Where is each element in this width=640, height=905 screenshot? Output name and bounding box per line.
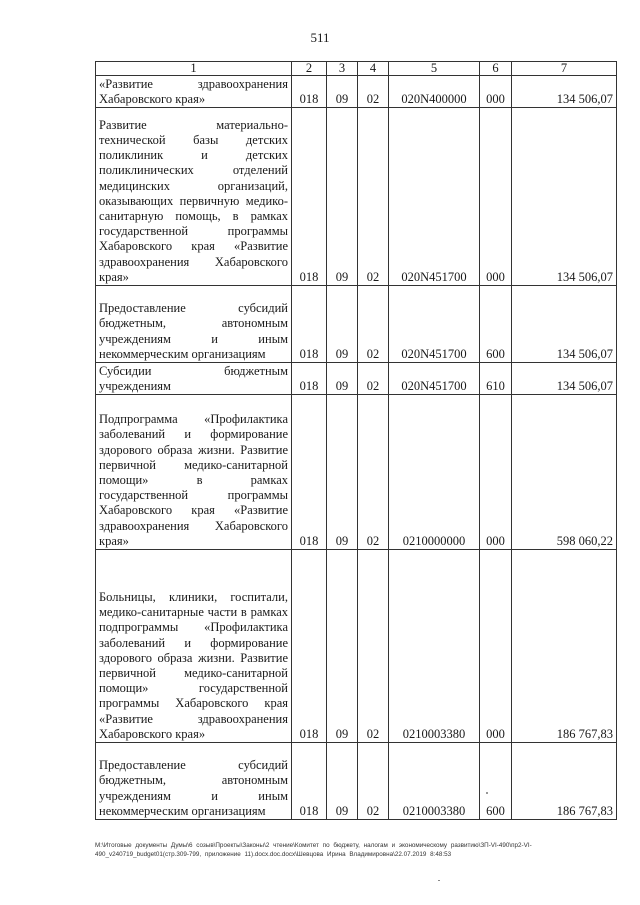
row-code-3: 09 (327, 286, 358, 363)
table-row (96, 76, 617, 108)
page-number: 511 (310, 30, 330, 45)
row-amount: 186 767,83 (512, 743, 617, 820)
column-header-4: 4 (358, 62, 389, 76)
row-amount: 134 506,07 (512, 108, 617, 286)
row-code-4: 02 (358, 108, 389, 286)
row-amount: 186 767,83 (512, 550, 617, 743)
header-row (96, 62, 617, 76)
row-code-4: 02 (358, 363, 389, 395)
row-code-3: 09 (327, 76, 358, 108)
row-code-5: 0210003380 (389, 743, 480, 820)
table-row (96, 550, 617, 743)
column-header-2: 2 (292, 62, 327, 76)
footer-line: 490_v240719_budget01(стр.309-799, приложение 11).docx.doc.docx\Шевцова Ирина Владимировна\22.07.2019 8:48:53 (95, 850, 452, 858)
row-code-4: 02 (358, 550, 389, 743)
scan-speck (438, 880, 440, 881)
row-code-2: 018 (292, 286, 327, 363)
row-code-5: 0210000000 (389, 395, 480, 550)
row-code-3: 09 (327, 108, 358, 286)
file-path-footer (95, 842, 625, 859)
row-code-2: 018 (292, 76, 327, 108)
row-code-2: 018 (292, 363, 327, 395)
row-code-6: 600 (480, 286, 512, 363)
row-code-5: 0210003380 (389, 550, 480, 743)
row-code-4: 02 (358, 395, 389, 550)
row-code-4: 02 (358, 76, 389, 108)
row-code-3: 09 (327, 743, 358, 820)
row-code-3: 09 (327, 363, 358, 395)
table-row (96, 363, 617, 395)
row-code-6: 610 (480, 363, 512, 395)
row-amount: 134 506,07 (512, 363, 617, 395)
column-header-7: 7 (512, 62, 617, 76)
row-code-4: 02 (358, 286, 389, 363)
row-code-5: 020N451700 (389, 286, 480, 363)
row-code-6: 600 (480, 743, 512, 820)
table-row (96, 743, 617, 820)
row-code-2: 018 (292, 395, 327, 550)
row-amount: 134 506,07 (512, 286, 617, 363)
table-row (96, 395, 617, 550)
row-name: Предоставление субсидий бюджетным, автономным учреждениям и иным некоммерческим организациям (99, 758, 288, 818)
row-code-4: 02 (358, 743, 389, 820)
row-code-2: 018 (292, 743, 327, 820)
scan-speck (486, 792, 488, 794)
row-code-2: 018 (292, 108, 327, 286)
table-row (96, 286, 617, 363)
row-code-6: 000 (480, 395, 512, 550)
row-name: Подпрограмма «Профилактика заболеваний и формирование здорового образа жизни. Развитие первичной медико-санитарной помощи» в рамках государственной программы Хабаровского края «Развитие здравоохранения Хабаровского края» (99, 412, 288, 548)
footer-line: M:\Итоговые документы Думы\6 созыв\Проекты\Законы\2 чтение\Комитет по бюджету, налогам и экономическому развитию\ЗП-VI-490\пр2-VI- (95, 842, 532, 849)
row-code-6: 000 (480, 76, 512, 108)
row-name: Больницы, клиники, госпитали, медико-санитарные части в рамках подпрограммы «Профилактика заболеваний и формирование здорового образа жизни. Развитие первичной медико-санитарной помощи» государственной программы Хабаровского края «Развитие здравоохранения Хабаровского края» (99, 589, 288, 741)
column-header-3: 3 (327, 62, 358, 76)
row-code-2: 018 (292, 550, 327, 743)
row-code-3: 09 (327, 550, 358, 743)
row-code-5: 020N451700 (389, 108, 480, 286)
row-code-6: 000 (480, 550, 512, 743)
budget-table (95, 61, 617, 820)
row-code-6: 000 (480, 108, 512, 286)
row-code-5: 020N451700 (389, 363, 480, 395)
row-name: Развитие материально-технической базы детских поликлиник и детских поликлинических отделений медицинских организаций, оказывающих первичную медико-санитарную помощь, в рамках государственной программы Хабаровского края «Развитие здравоохранения Хабаровского края» (99, 117, 288, 284)
row-amount: 134 506,07 (512, 76, 617, 108)
column-header-1: 1 (96, 62, 292, 76)
row-code-3: 09 (327, 395, 358, 550)
row-code-5: 020N400000 (389, 76, 480, 108)
row-name: Предоставление субсидий бюджетным, автономным учреждениям и иным некоммерческим организациям (99, 301, 288, 361)
row-name: «Развитие здравоохранения Хабаровского края» (99, 76, 288, 106)
column-header-5: 5 (389, 62, 480, 76)
column-header-6: 6 (480, 62, 512, 76)
table-row (96, 108, 617, 286)
row-name: Субсидии бюджетным учреждениям (99, 363, 288, 393)
row-amount: 598 060,22 (512, 395, 617, 550)
